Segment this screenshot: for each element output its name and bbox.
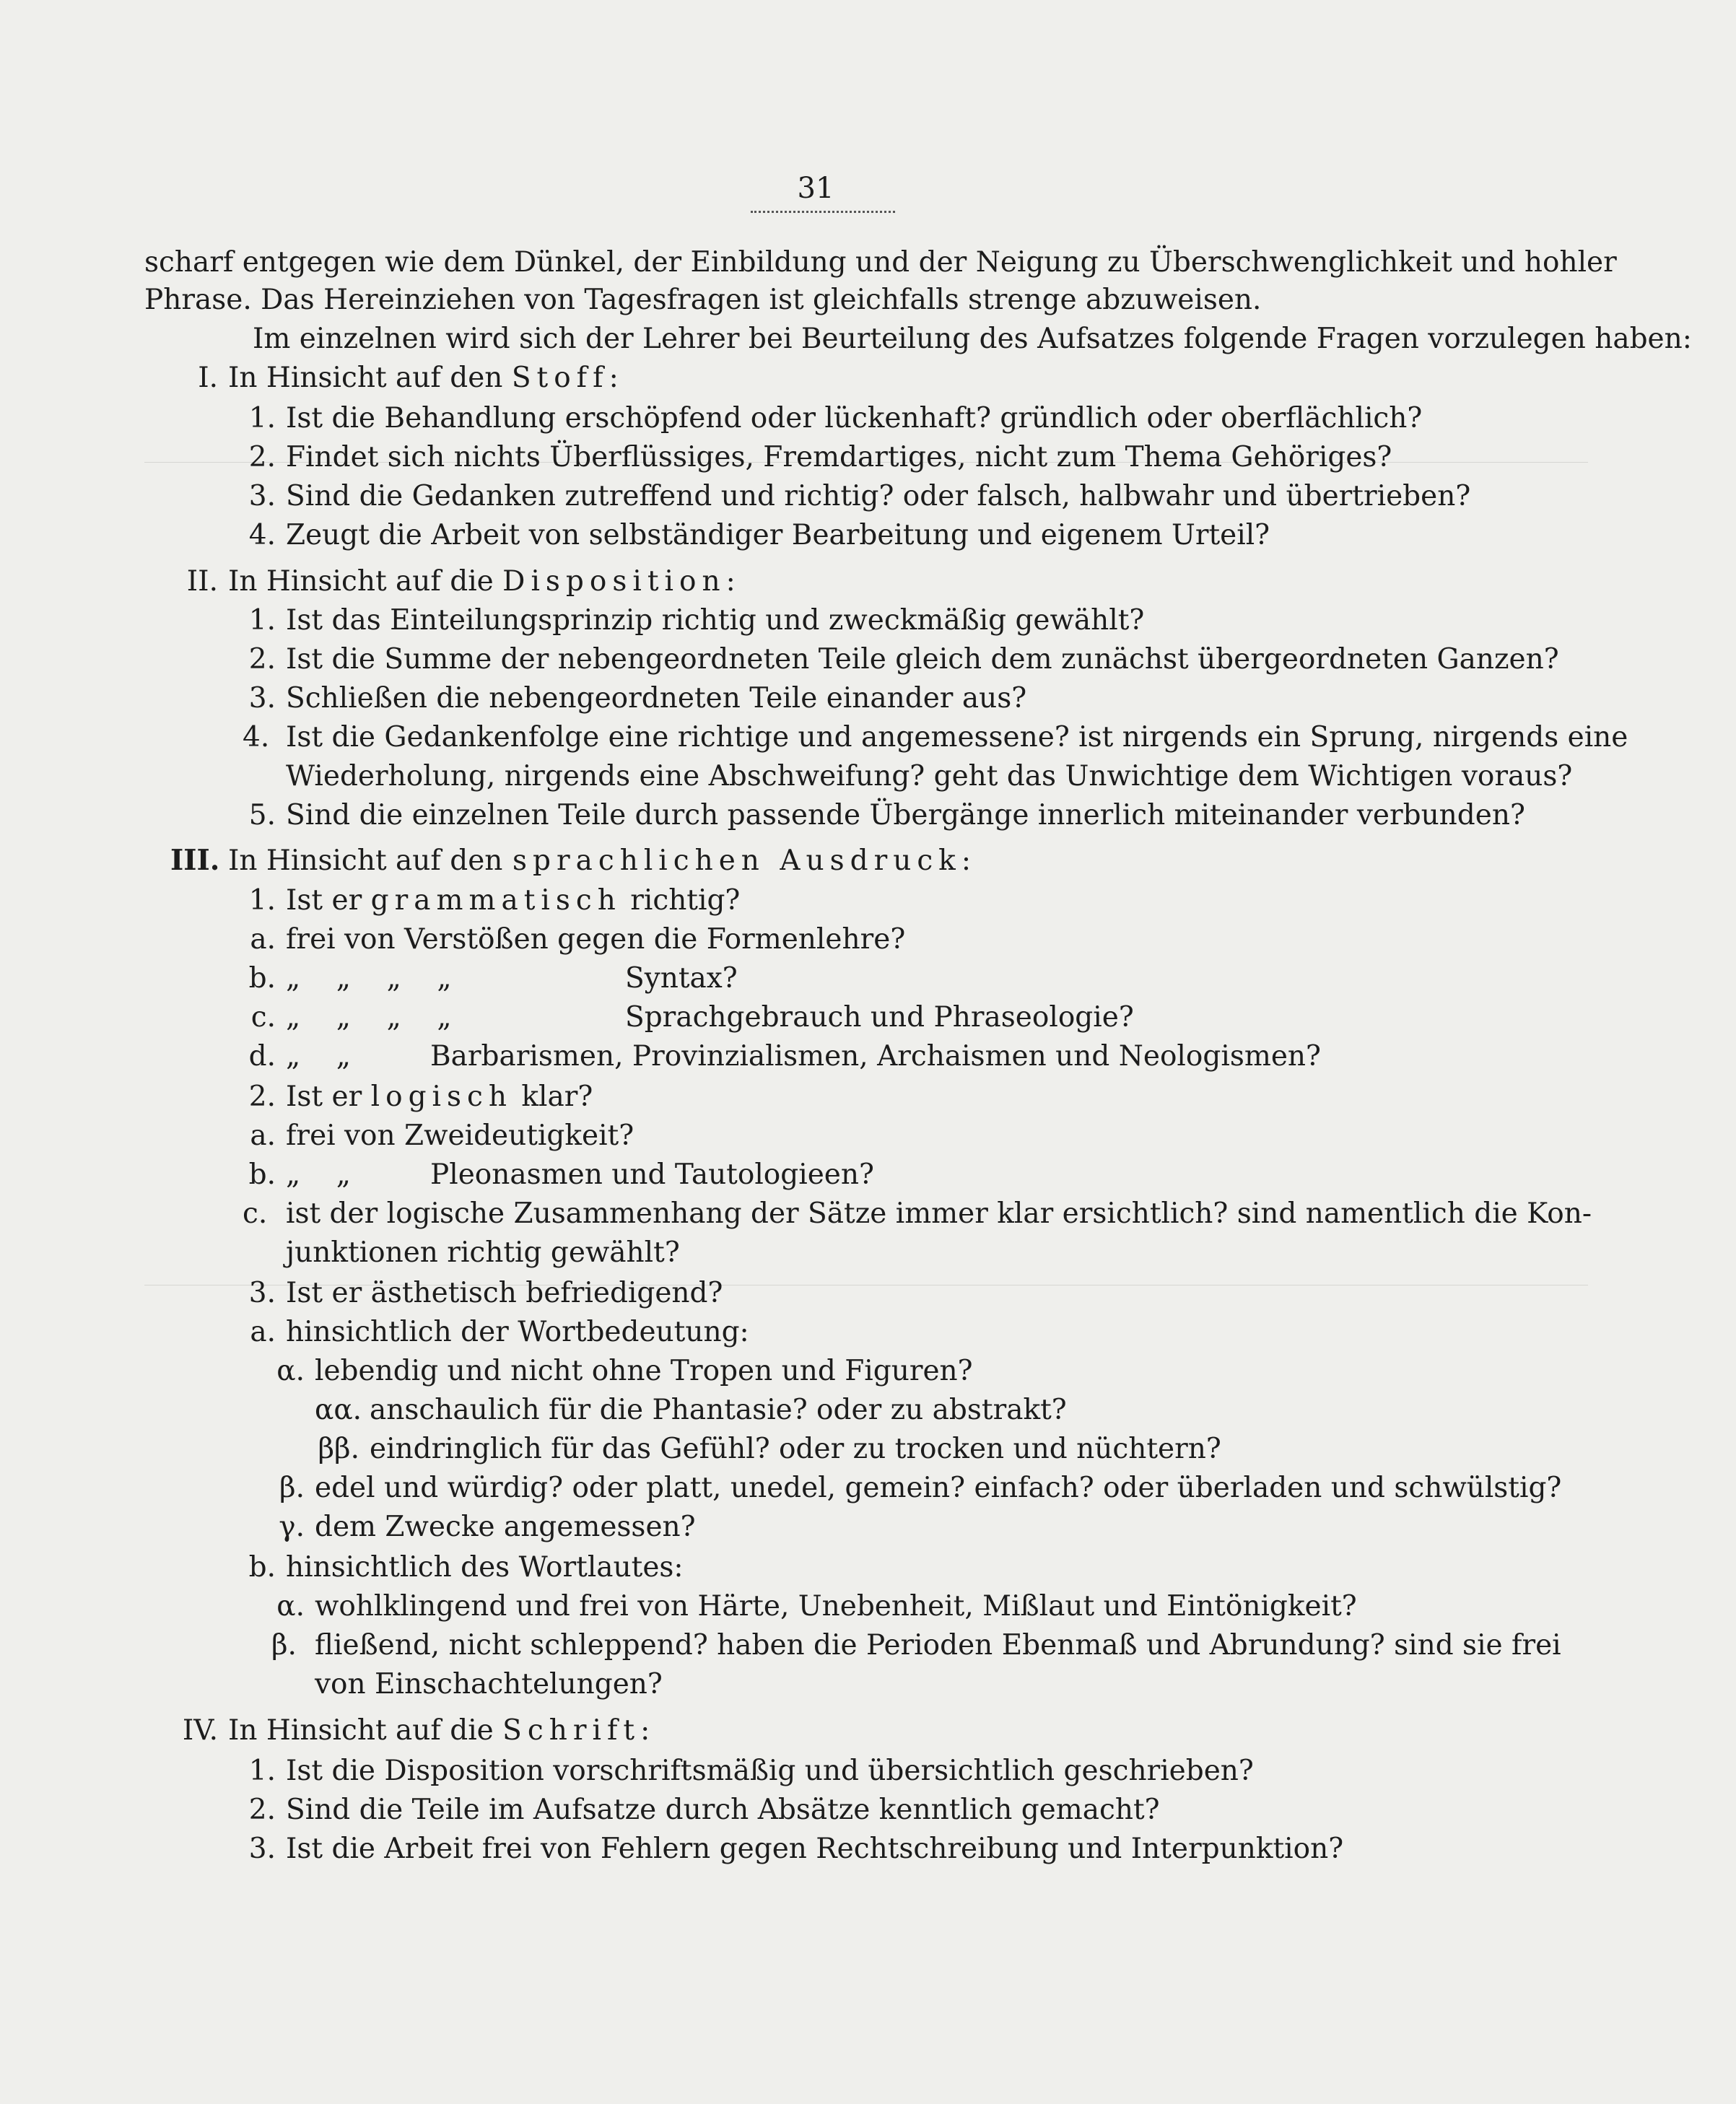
section-number: III. (170, 844, 220, 877)
sub-item (243, 1314, 749, 1351)
item-text: Ist er ästhetisch befriedigend? (286, 1277, 723, 1309)
sub-sub-item-text: anschaulich für die Phantasie? oder zu abstrakt? (370, 1394, 1067, 1426)
item-text: Sind die Gedanken zutreffend und richtig? oder falsch, halbwahr und übertrieben? (286, 480, 1471, 512)
greek-marker: ββ. (318, 1433, 359, 1465)
sub-item-letter: a. (250, 923, 276, 956)
item-number: 2. (248, 441, 276, 473)
intro-line-1: scharf entgegen wie dem Dünkel, der Einbildung und der Neigung zu Überschwenglichkeit und hohler (144, 246, 1617, 279)
sub-sub-item (271, 1353, 973, 1390)
greek-marker: γ. (279, 1511, 305, 1543)
section-heading-prefix: In Hinsicht auf die (228, 565, 494, 598)
sub-sub-item-text: edel und würdig? oder platt, unedel, gemein? einfach? oder überladen und schwülstig? (315, 1472, 1562, 1504)
list-item (243, 1830, 1343, 1868)
item-number: 1. (248, 604, 276, 637)
list-item (243, 517, 1270, 554)
item-number: 4. (248, 519, 276, 551)
sub-item (243, 1195, 1592, 1233)
list-item (243, 1752, 1254, 1790)
item-text: klar? (521, 1081, 593, 1113)
sub-item-letter: a. (250, 1119, 276, 1152)
list-item (243, 719, 1628, 756)
list-item (243, 602, 1144, 640)
list-item-continuation: Wiederholung, nirgends eine Abschweifung? geht das Unwichtige dem Wichtigen voraus? (286, 760, 1573, 793)
item-number: 3. (248, 480, 276, 512)
greek-marker: β. (271, 1629, 297, 1662)
sub-item-text: frei von Zweideutigkeit? (286, 1119, 634, 1152)
item-keyword: grammatisch (370, 884, 621, 917)
section-heading-schrift (170, 1712, 650, 1750)
page-number-ornament (751, 211, 895, 217)
greek-marker: α. (276, 1355, 305, 1387)
sub-sub-item-text: eindringlich für das Gefühl? oder zu trocken und nüchtern? (370, 1433, 1221, 1465)
sub-item-text: hinsichtlich des Wortlautes: (286, 1551, 684, 1584)
list-item (243, 797, 1525, 834)
sub-item-letter: c. (250, 1001, 276, 1034)
sub-item-letter: b. (248, 1158, 276, 1191)
section-keyword: sprachlichen Ausdruck (512, 844, 961, 877)
item-number: 3. (248, 682, 276, 715)
list-item (243, 882, 740, 920)
item-text: Schließen die nebengeordneten Teile einander aus? (286, 682, 1027, 715)
list-item (243, 400, 1422, 437)
item-text: Zeugt die Arbeit von selbständiger Bearbeitung und eigenem Urteil? (286, 519, 1270, 551)
section-heading-disposition (170, 563, 736, 601)
item-number: 3. (248, 1833, 276, 1865)
section-keyword: Schrift (502, 1714, 641, 1747)
section-heading-prefix: In Hinsicht auf die (228, 1714, 494, 1747)
sub-item (243, 921, 905, 959)
sub-sub-item (271, 1588, 1357, 1625)
item-number: 1. (248, 884, 276, 917)
item-text: Sind die Teile im Aufsatze durch Absätze kenntlich gemacht? (286, 1794, 1160, 1826)
sub-item (243, 999, 1134, 1036)
item-number: 4. (243, 721, 270, 754)
section-heading-prefix: In Hinsicht auf den (228, 844, 503, 877)
intro-line-2: Phrase. Das Hereinziehen von Tagesfragen ist gleichfalls strenge abzuweisen. (144, 284, 1262, 316)
section-heading-prefix: In Hinsicht auf den (228, 362, 503, 394)
ditto-marks: „ „ (286, 1158, 351, 1191)
sub-item (243, 1117, 634, 1155)
list-item (243, 1078, 593, 1116)
item-number: 5. (248, 799, 276, 831)
sub-item (243, 1549, 684, 1586)
item-text: Ist die Summe der nebengeordneten Teile gleich dem zunächst übergeordneten Ganzen? (286, 643, 1559, 676)
section-number: II. (186, 565, 218, 598)
list-item (243, 680, 1026, 717)
section-number: I. (198, 362, 218, 394)
sub-item-letter: c. (243, 1197, 268, 1230)
sub-item-letter: d. (248, 1040, 276, 1073)
item-text: Ist die Gedankenfolge eine richtige und angemessene? ist nirgends ein Sprung, nirgends eine (286, 721, 1628, 754)
sub-item-text: Barbarismen, Provinzialismen, Archaismen und Neologismen? (430, 1040, 1321, 1073)
item-text: Sind die einzelnen Teile durch passende Übergänge innerlich miteinander verbunden? (286, 799, 1525, 831)
item-number: 3. (248, 1277, 276, 1309)
item-keyword: logisch (370, 1081, 512, 1113)
section-keyword: Stoff (511, 362, 609, 394)
sub-item-text: Sprachgebrauch und Phraseologie? (625, 1001, 1134, 1034)
sub-item (243, 960, 738, 998)
section-heading-stoff (170, 359, 619, 397)
greek-marker: αα. (315, 1394, 362, 1426)
sub-item (243, 1038, 1321, 1075)
item-text: Ist die Behandlung erschöpfend oder lückenhaft? gründlich oder oberflächlich? (286, 402, 1423, 435)
sub-item-text: Syntax? (625, 962, 738, 995)
page-number: 31 (797, 172, 834, 205)
item-number: 2. (248, 643, 276, 676)
sub-item-text: ist der logische Zusammenhang der Sätze immer klar ersichtlich? sind namentlich die Kon- (286, 1197, 1592, 1230)
sub-item-letter: a. (250, 1316, 276, 1348)
sub-sub-item-text: lebendig und nicht ohne Tropen und Figuren? (315, 1355, 973, 1387)
section-colon: : (961, 844, 971, 877)
item-text: Ist er (286, 1081, 362, 1113)
sub-sub-item (271, 1509, 696, 1546)
section-colon: : (609, 362, 619, 394)
intro-line-3: Im einzelnen wird sich der Lehrer bei Beurteilung des Aufsatzes folgende Fragen vorzulegen haben: (253, 323, 1692, 355)
sub-sub-item-text: fließend, nicht schleppend? haben die Perioden Ebenmaß und Abrundung? sind sie frei (315, 1629, 1561, 1662)
item-text: richtig? (630, 884, 741, 917)
list-item (243, 478, 1470, 515)
item-text: Ist die Arbeit frei von Fehlern gegen Rechtschreibung und Interpunktion? (286, 1833, 1344, 1865)
sub-item-text: Pleonasmen und Tautologieen? (430, 1158, 874, 1191)
item-text: Ist er (286, 884, 362, 917)
ditto-marks: „ „ „ „ (286, 1001, 452, 1034)
sub-sub-item (271, 1470, 1561, 1507)
item-number: 2. (248, 1794, 276, 1826)
greek-marker: β. (279, 1472, 305, 1504)
section-colon: : (725, 565, 736, 598)
section-heading-ausdruck (170, 842, 971, 880)
list-item (243, 1791, 1160, 1829)
sub-sub-item (315, 1431, 1221, 1468)
sub-item-text: hinsichtlich der Wortbedeutung: (286, 1316, 749, 1348)
section-keyword: Disposition (502, 565, 726, 598)
sub-sub-item-text: dem Zwecke angemessen? (315, 1511, 696, 1543)
list-item (243, 439, 1392, 476)
sub-item-letter: b. (248, 962, 276, 995)
ditto-marks: „ „ „ „ (286, 962, 452, 995)
greek-marker: α. (276, 1590, 305, 1623)
item-number: 2. (248, 1081, 276, 1113)
item-text: Ist das Einteilungsprinzip richtig und zweckmäßig gewählt? (286, 604, 1145, 637)
section-colon: : (640, 1714, 650, 1747)
item-number: 1. (248, 1755, 276, 1787)
sub-item-letter: b. (248, 1551, 276, 1584)
sub-sub-item (315, 1392, 1067, 1429)
item-text: Findet sich nichts Überflüssiges, Fremdartiges, nicht zum Thema Gehöriges? (286, 441, 1392, 473)
list-item (243, 641, 1559, 678)
item-number: 1. (248, 402, 276, 435)
sub-sub-item (271, 1627, 1561, 1664)
section-number: IV. (182, 1714, 218, 1747)
list-item (243, 1275, 723, 1312)
item-text: Ist die Disposition vorschriftsmäßig und übersichtlich geschrieben? (286, 1755, 1254, 1787)
sub-item-text: frei von Verstößen gegen die Formenlehre? (286, 923, 906, 956)
sub-item-continuation: junktionen richtig gewählt? (286, 1236, 680, 1269)
sub-item (243, 1156, 874, 1194)
ditto-marks: „ „ (286, 1040, 351, 1073)
sub-sub-item-continuation: von Einschachtelungen? (315, 1668, 663, 1701)
sub-sub-item-text: wohlklingend und frei von Härte, Unebenheit, Mißlaut und Eintönigkeit? (315, 1590, 1357, 1623)
